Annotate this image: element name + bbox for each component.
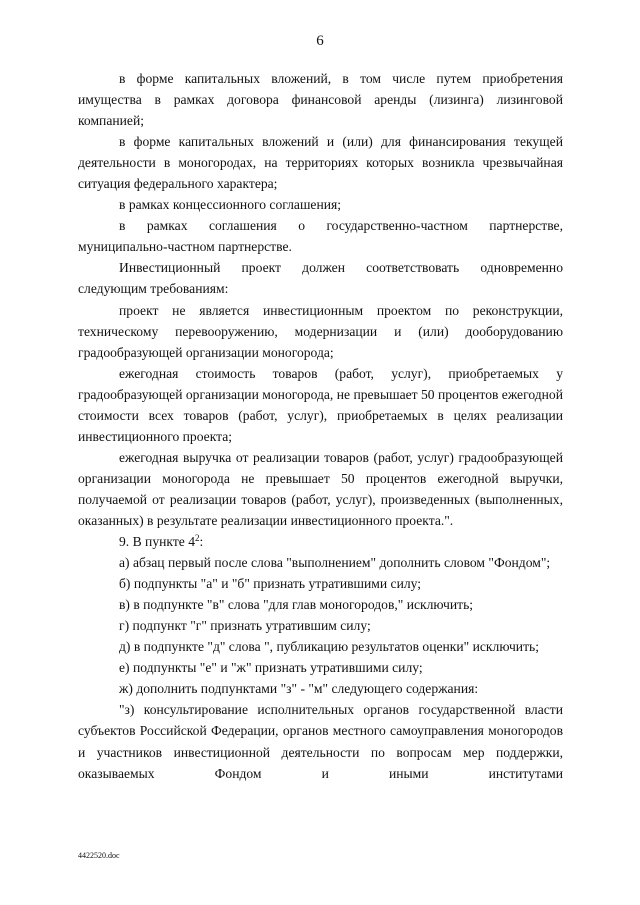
- paragraph-subitem-a: а) абзац первый после слова "выполнением" дополнить словом "Фондом";: [119, 555, 551, 571]
- page-number: 6: [316, 33, 324, 49]
- document-body: [78, 68, 563, 784]
- paragraph-subitem-d: д) в подпункте "д" слова ", публикацию результатов оценки" исключить;: [119, 639, 539, 655]
- paragraph-concession: в рамках концессионного соглашения;: [119, 197, 342, 213]
- paragraph-subitem-z: "з) консультирование исполнительных органов государственной власти субъектов Российской Федерации, органов местного самоуправления моногородов и участников инвестиционной деятельности по вопросам мер поддержки, оказываемых Фондом и иными институтами: [78, 702, 563, 781]
- item-9-superscript: 2: [195, 533, 200, 544]
- paragraph-requirements-intro: Инвестиционный проект должен соответствовать одновременно следующим требованиям:: [78, 260, 563, 297]
- paragraph-requirement-revenue: ежегодная выручка от реализации товаров (работ, услуг) градообразующей организации моногорода не превышает 50 процентов ежегодной выручки, получаемой от реализации товаров (работ, услуг), произведенных (выполненных, оказанных) в результате реализации инвестиционного проекта.".: [78, 449, 563, 528]
- paragraph-ppp: в рамках соглашения о государственно-частном партнерстве, муниципально-частном партнерстве.: [78, 218, 563, 255]
- footer-filename: 4422520.doc: [78, 851, 120, 860]
- paragraph-item-9-heading: [78, 531, 563, 552]
- paragraph-subitem-v: в) в подпункте "в" слова "для глав моногородов," исключить;: [119, 597, 474, 613]
- paragraph-subitem-zh: ж) дополнить подпунктами "з" - "м" следующего содержания:: [119, 681, 479, 697]
- paragraph-subitem-e: е) подпункты "е" и "ж" признать утратившими силу;: [119, 660, 423, 676]
- paragraph-requirement-purchase-cost: ежегодная стоимость товаров (работ, услуг), приобретаемых у градообразующей организации моногорода, не превышает 50 процентов ежегодной стоимости всех товаров (работ, услуг), приобретаемых в целях реализации инвестиционного проекта;: [78, 365, 563, 444]
- paragraph-capital-investment-emergency: в форме капитальных вложений и (или) для финансирования текущей деятельности в моногородах, на территориях которых возникла чрезвычайная ситуация федерального характера;: [78, 134, 563, 192]
- paragraph-requirement-not-reconstruction: проект не является инвестиционным проектом по реконструкции, техническому перевооружению, модернизации и (или) дооборудованию градообразующей организации моногорода;: [78, 302, 563, 360]
- paragraph-capital-investment-leasing: в форме капитальных вложений, в том числе путем приобретения имущества в рамках договора финансовой аренды (лизинга) лизинговой компанией;: [78, 71, 563, 129]
- paragraph-subitem-g: г) подпункт "г" признать утратившим силу;: [119, 618, 371, 634]
- paragraph-subitem-b: б) подпункты "а" и "б" признать утратившими силу;: [119, 576, 422, 592]
- item-9-text: 9. В пункте 4: [119, 534, 196, 550]
- item-9-colon: :: [199, 534, 204, 550]
